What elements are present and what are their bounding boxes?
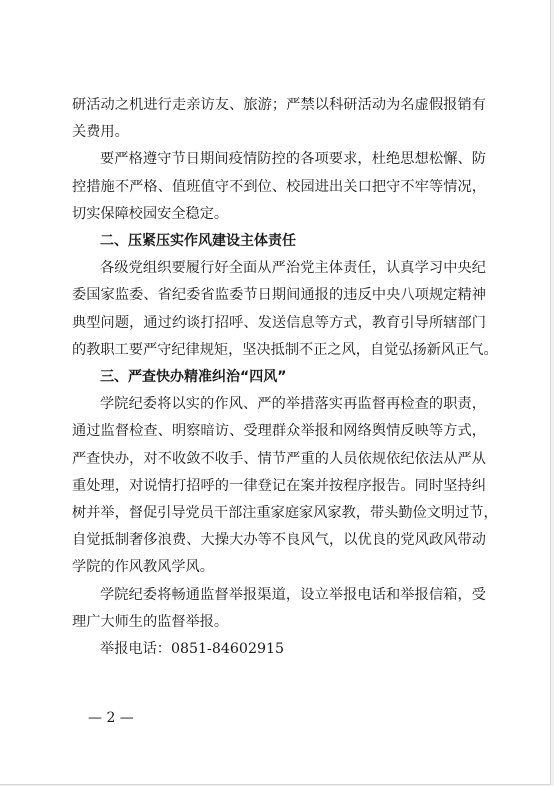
paragraph-epidemic-control <box>72 146 486 228</box>
text-line: 学院的作风教风学风。 <box>72 559 214 576</box>
text-line: 委国家监委、省纪委省监委节日期间通报的违反中央八项规定精神 <box>72 287 486 304</box>
text-line: 严查快办，对不收敛不收手、情节严重的人员依规依纪依法从严从 <box>72 450 486 467</box>
paragraph-reporting-channels <box>72 582 486 636</box>
text-line: 切实保障校园安全稳定。 <box>72 205 229 222</box>
text-line: 重处理，对说情打招呼的一律登记在案并按程序报告。同时坚持纠 <box>72 477 486 494</box>
text-line: 典型问题，通过约谈打招呼、发送信息等方式，教育引导所辖部门 <box>72 314 486 331</box>
paragraph-party-responsibility <box>72 255 498 364</box>
text-line: 要严格遵守节日期间疫情防控的各项要求，杜绝思想松懈、防 <box>100 151 486 168</box>
text-line: 的教职工要严守纪律规矩，坚决抵制不正之风，自觉弘扬新风正气。 <box>72 341 498 358</box>
text-line: 自觉抵制奢侈浪费、大操大办等不良风气，以优良的党风政风带动 <box>72 532 486 549</box>
text-line: 树并举，督促引导党员干部注重家庭家风家教，带头勤俭文明过节， <box>72 505 498 522</box>
text-line: 学院纪委将畅通监督举报渠道，设立举报电话和举报信箱，受 <box>100 586 486 603</box>
paragraph-strict-investigation <box>72 391 498 581</box>
page-number: — 2 — <box>88 710 134 726</box>
text-line: 各级党组织要履行好全面从严治党主体责任，认真学习中央纪 <box>100 260 486 277</box>
text-line: 关费用。 <box>72 124 129 141</box>
text-line: 控措施不严格、值班值守不到位、校园进出关口把守不牢等情况， <box>72 178 486 195</box>
report-phone-line: 举报电话：0851-84602915 <box>100 641 285 658</box>
paragraph-continuation <box>72 92 486 146</box>
paragraph-report-phone <box>72 636 486 663</box>
text-line: 研活动之机进行走亲访友、旅游；严禁以科研活动为名虚假报销有 <box>72 97 486 113</box>
text-line: 通过监督检查、明察暗访、受理群众举报和网络舆情反映等方式， <box>72 423 486 440</box>
section-heading-3: 三、严查快办精准纠治“四风” <box>100 369 287 386</box>
section-heading-2: 二、压紧压实作风建设主体责任 <box>100 233 296 250</box>
text-line: 学院纪委将以实的作风、严的举措落实再监督再检查的职责， <box>100 396 486 413</box>
text-line: 理广大师生的监督举报。 <box>72 613 229 630</box>
document-body <box>72 92 498 663</box>
